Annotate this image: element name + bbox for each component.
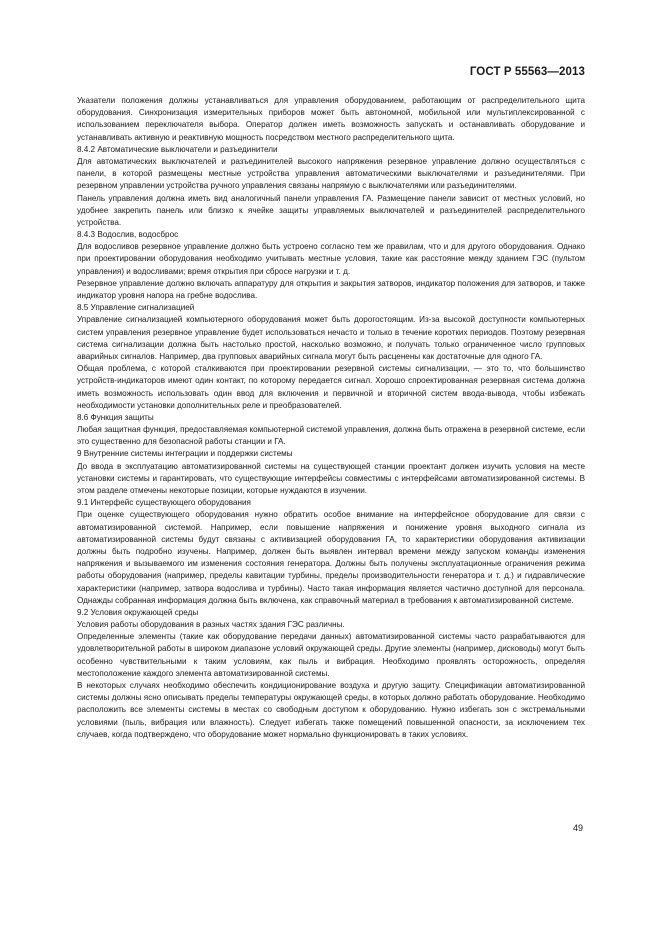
paragraph-spillway-control: Резервное управление должно включать аппаратуру для открытия и закрытия затворов, индикатор положения для затворов, и также индикатор уровня напора на гребне водослива. [77,278,585,300]
paragraph-alarm-control: Управление сигнализацией компьютерного оборудования может быть дорогостоящим. Из-за высокой доступности компьютерных систем управления резервное управление будет использоваться нечасто и только в течение коротких периодов. Поэтому резервная система сигнализации должна быть настолько простой, насколько возможно, и получать только ограниченное число групповых аварийных сигналов. Например, два групповых аварийных сигнала могут быть расценены как достаточные для одного ГА. [77,315,585,361]
paragraph-integration: До ввода в эксплуатацию автоматизированной системы на существующей станции проектант должен изучить условия на месте установки системы и гарантировать, что существующие интерфейсы совместимы с интерфейсами автоматизированной системы. В этом разделе отмечены некоторые позиции, которые нуждаются в изучении. [77,461,585,495]
paragraph-elements: Определенные элементы (такие как оборудование передачи данных) автоматизированной системы часто разрабатываются для удовлетворительной работы в широком диапазоне условий окружающей среды. Другие элементы (например, дисководы) могут быть особенно чувствительными к таким условиям, как пыль и вибрация. Необходимо проявлять осторожность, определяя местоположение каждого элемента автоматизированной системы. [77,632,585,678]
heading-8-6: 8.6 Функция защиты [77,412,154,422]
paragraph-protection: Любая защитная функция, предоставляемая компьютерной системой управления, должна быть отражена в резервной системе, если это существенно для безопасной работы станции и ГА. [77,425,585,447]
document-header: ГОСТ Р 55563—2013 [469,66,585,78]
heading-9-2: 9.2 Условия окружающей среды [77,607,199,617]
page-number: 49 [572,823,583,833]
paragraph-spillways: Для водосливов резервное управление должно быть устроено согласно тем же правилам, что и для другого оборудования. Однако при проектировании оборудования необходимо учитывать местные условия, такие как расстояние между зданием ГЭС (пультом управления) и водосливами; время открытия при сбросе нагрузки и т. д. [77,242,585,276]
heading-9: 9 Внутренние системы интеграции и поддержки системы [77,449,293,459]
heading-8-5: 8.5 Управление сигнализацией [77,303,195,313]
document-body [77,95,585,741]
paragraph-breakers: Для автоматических выключателей и разъединителей высокого напряжения резервное управление должно осуществляться с панели, в которой размещены местные устройства управления автоматическими выключателями и разъединителями. При резервном управлении устройства ручного управления связаны напрямую с выключателями или разъединителями. [77,156,585,191]
paragraph-conditions-vary: Условия работы оборудования в разных частях здания ГЭС различны. [77,620,345,630]
paragraph-alarm-problem: Общая проблема, с которой сталкиваются при проектировании резервной системы сигнализации, — это то, что большинство устройств-индикаторов имеют один контакт, по которому передается сигнал. Хорошо спроектированная резервная система должна иметь возможность использовать один ввод для включения и первичной и вторичной систем ввода-вывода, чтобы избежать необходимости установки дополнительных реле и преобразователей. [77,364,585,410]
paragraph-existing-equipment: При оценке существующего оборудования нужно обратить особое внимание на интерфейсное оборудование для связи с автоматизированной системой. Например, если повышение напряжения и понижение уровня выходного сигнала из автоматизированной системы будут связаны с активизацией оборудования ГА, то характеристики оборудования активизации должны быть подробно изучены. Например, должен быть выявлен интервал времени между запуском команды изменения напряжения и вызываемого им изменения состояния генератора. Должны быть получены эксплуатационные ограничения режима работы оборудования (например, пределы кавитации турбины, пределы производительности генератора и т. д.) и гидравлические характеристики (например, затвора водослива и турбины). Часто такая информация является частично доступной для персонала. Однажды собранная информация должна быть включена, как справочный материал в требования к автоматизированной системе. [77,510,585,605]
paragraph-conditioning: В некоторых случаях необходимо обеспечить кондиционирование воздуха и другую защиту. Спецификации автоматизированной системы должны ясно описывать пределы температуры окружающей среды, в которых должно работать оборудование. Необходимо расположить все элементы системы в местах со свободным доступом к оборудованию. Нужно избегать зон с экстремальными условиями (пыль, вибрация или влажность). Следует избегать также помещений повышенной опасности, за исключением тех случаев, когда подтверждено, что оборудование может нормально функционировать в таких условиях. [77,681,585,739]
heading-8-4-2: 8.4.2 Автоматические выключатели и разъединители [77,144,278,154]
heading-9-1: 9.1 Интерфейс существующего оборудования [77,498,251,508]
heading-8-4-3: 8.4.3 Водослив, водосброс [77,230,179,240]
paragraph-control-panel: Панель управления должна иметь вид аналогичный панели управления ГА. Размещение панели зависит от местных условий, но удобнее закрепить панель или близко к ячейке защиты управляемых выключателей и разъединителей распределительного устройства. [77,193,585,227]
paragraph-indicators: Указатели положения должны устанавливаться для управления оборудованием, работающим от распределительного щита оборудования. Синхронизация измерительных приборов может быть автономной, мобильной или мультиплексированной с использованием переключателя выбора. Оператор должен иметь возможность запускать и останавливать оборудование и устанавливать активную и реактивную мощность посредством местного распределительного щита. [77,96,585,142]
